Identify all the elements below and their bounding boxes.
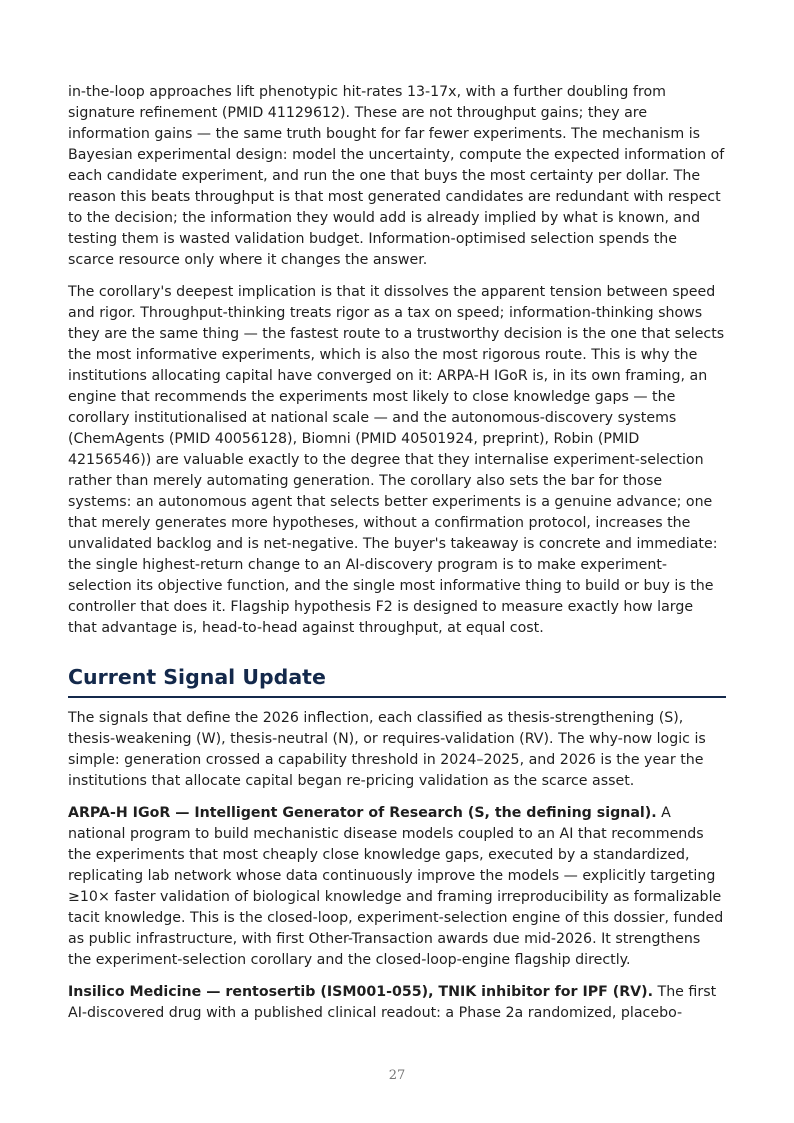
section-heading: Current Signal Update [68,664,726,698]
page-body [68,82,726,1035]
signal-body: A national program to build mechanistic disease models coupled to an AI that recommends the experiments that most cheaply close knowledge gaps, executed by a standardized, replicating lab network whose data continuously improve the models — explicitly targeting ≥10× faster validation of biological knowledge and framing irreproducibility as formalizable tacit knowledge. This is the closed-loop, experiment-selection engine of this dossier, funded as public infrastructure, with first Other-Transaction awards due mid-2026. It strengthens the experiment-selection corollary and the closed-loop-engine flagship directly. [68,805,724,968]
page-number: 27 [388,1068,406,1083]
body-paragraph: The corollary's deepest implication is that it dissolves the apparent tension between speed and rigor. Throughput-thinking treats rigor as a tax on speed; information-thinking shows they are the same thing — the fastest route to a trustworthy decision is the one that selects the most informative experiments, which is also the most rigorous route. This is why the institutions allocating capital have converged on it: ARPA-H IGoR is, in its own framing, an engine that recommends the experiments most likely to close knowledge gaps — the corollary institutionalised at national scale — and the autonomous-discovery systems (ChemAgents (PMID 40056128), Biomni (PMID 40501924, preprint), Robin (PMID 42156546)) are valuable exactly to the degree that they internalise experiment-selection rather than merely automating generation. The corollary also sets the bar for those systems: an autonomous agent that selects better experiments is a genuine advance; one that merely generates more hypotheses, without a confirmation protocol, increases the unvalidated backlog and is net-negative. The buyer's takeaway is concrete and immediate: the single highest-return change to an AI-discovery program is to make experiment-selection its objective function, and the single most informative thing to build or buy is the controller that does it. Flagship hypothesis F2 is designed to measure exactly how large that advantage is, head-to-head against throughput, at equal cost. [68,284,725,636]
signal-item [68,982,726,1024]
signal-body: The first AI-discovered drug with a published clinical readout: a Phase 2a randomized, placebo- [68,984,717,1021]
signal-title: Insilico Medicine — rentosertib (ISM001-055), TNIK inhibitor for IPF (RV). [68,984,654,1000]
signal-item [68,803,726,971]
body-paragraph: in-the-loop approaches lift phenotypic hit-rates 13-17x, with a further doubling from signature refinement (PMID 41129612). These are not throughput gains; they are information gains — the same truth bought for far fewer experiments. The mechanism is Bayesian experimental design: model the uncertainty, compute the expected information of each candidate experiment, and run the one that buys the most certainty per dollar. The reason this beats throughput is that most generated candidates are redundant with respect to the decision; the information they would add is already implied by what is known, and testing them is wasted validation budget. Information-optimised selection spends the scarce resource only where it changes the answer. [68,84,725,268]
signal-title: ARPA-H IGoR — Intelligent Generator of Research (S, the defining signal). [68,805,657,821]
section-intro: The signals that define the 2026 inflection, each classified as thesis-strengthening (S), thesis-weakening (W), thesis-neutral (N), or requires-validation (RV). The why-now logic is simple: generation crossed a capability threshold in 2024–2025, and 2026 is the year the institutions that allocate capital began re-pricing validation as the scarce asset. [68,710,706,789]
